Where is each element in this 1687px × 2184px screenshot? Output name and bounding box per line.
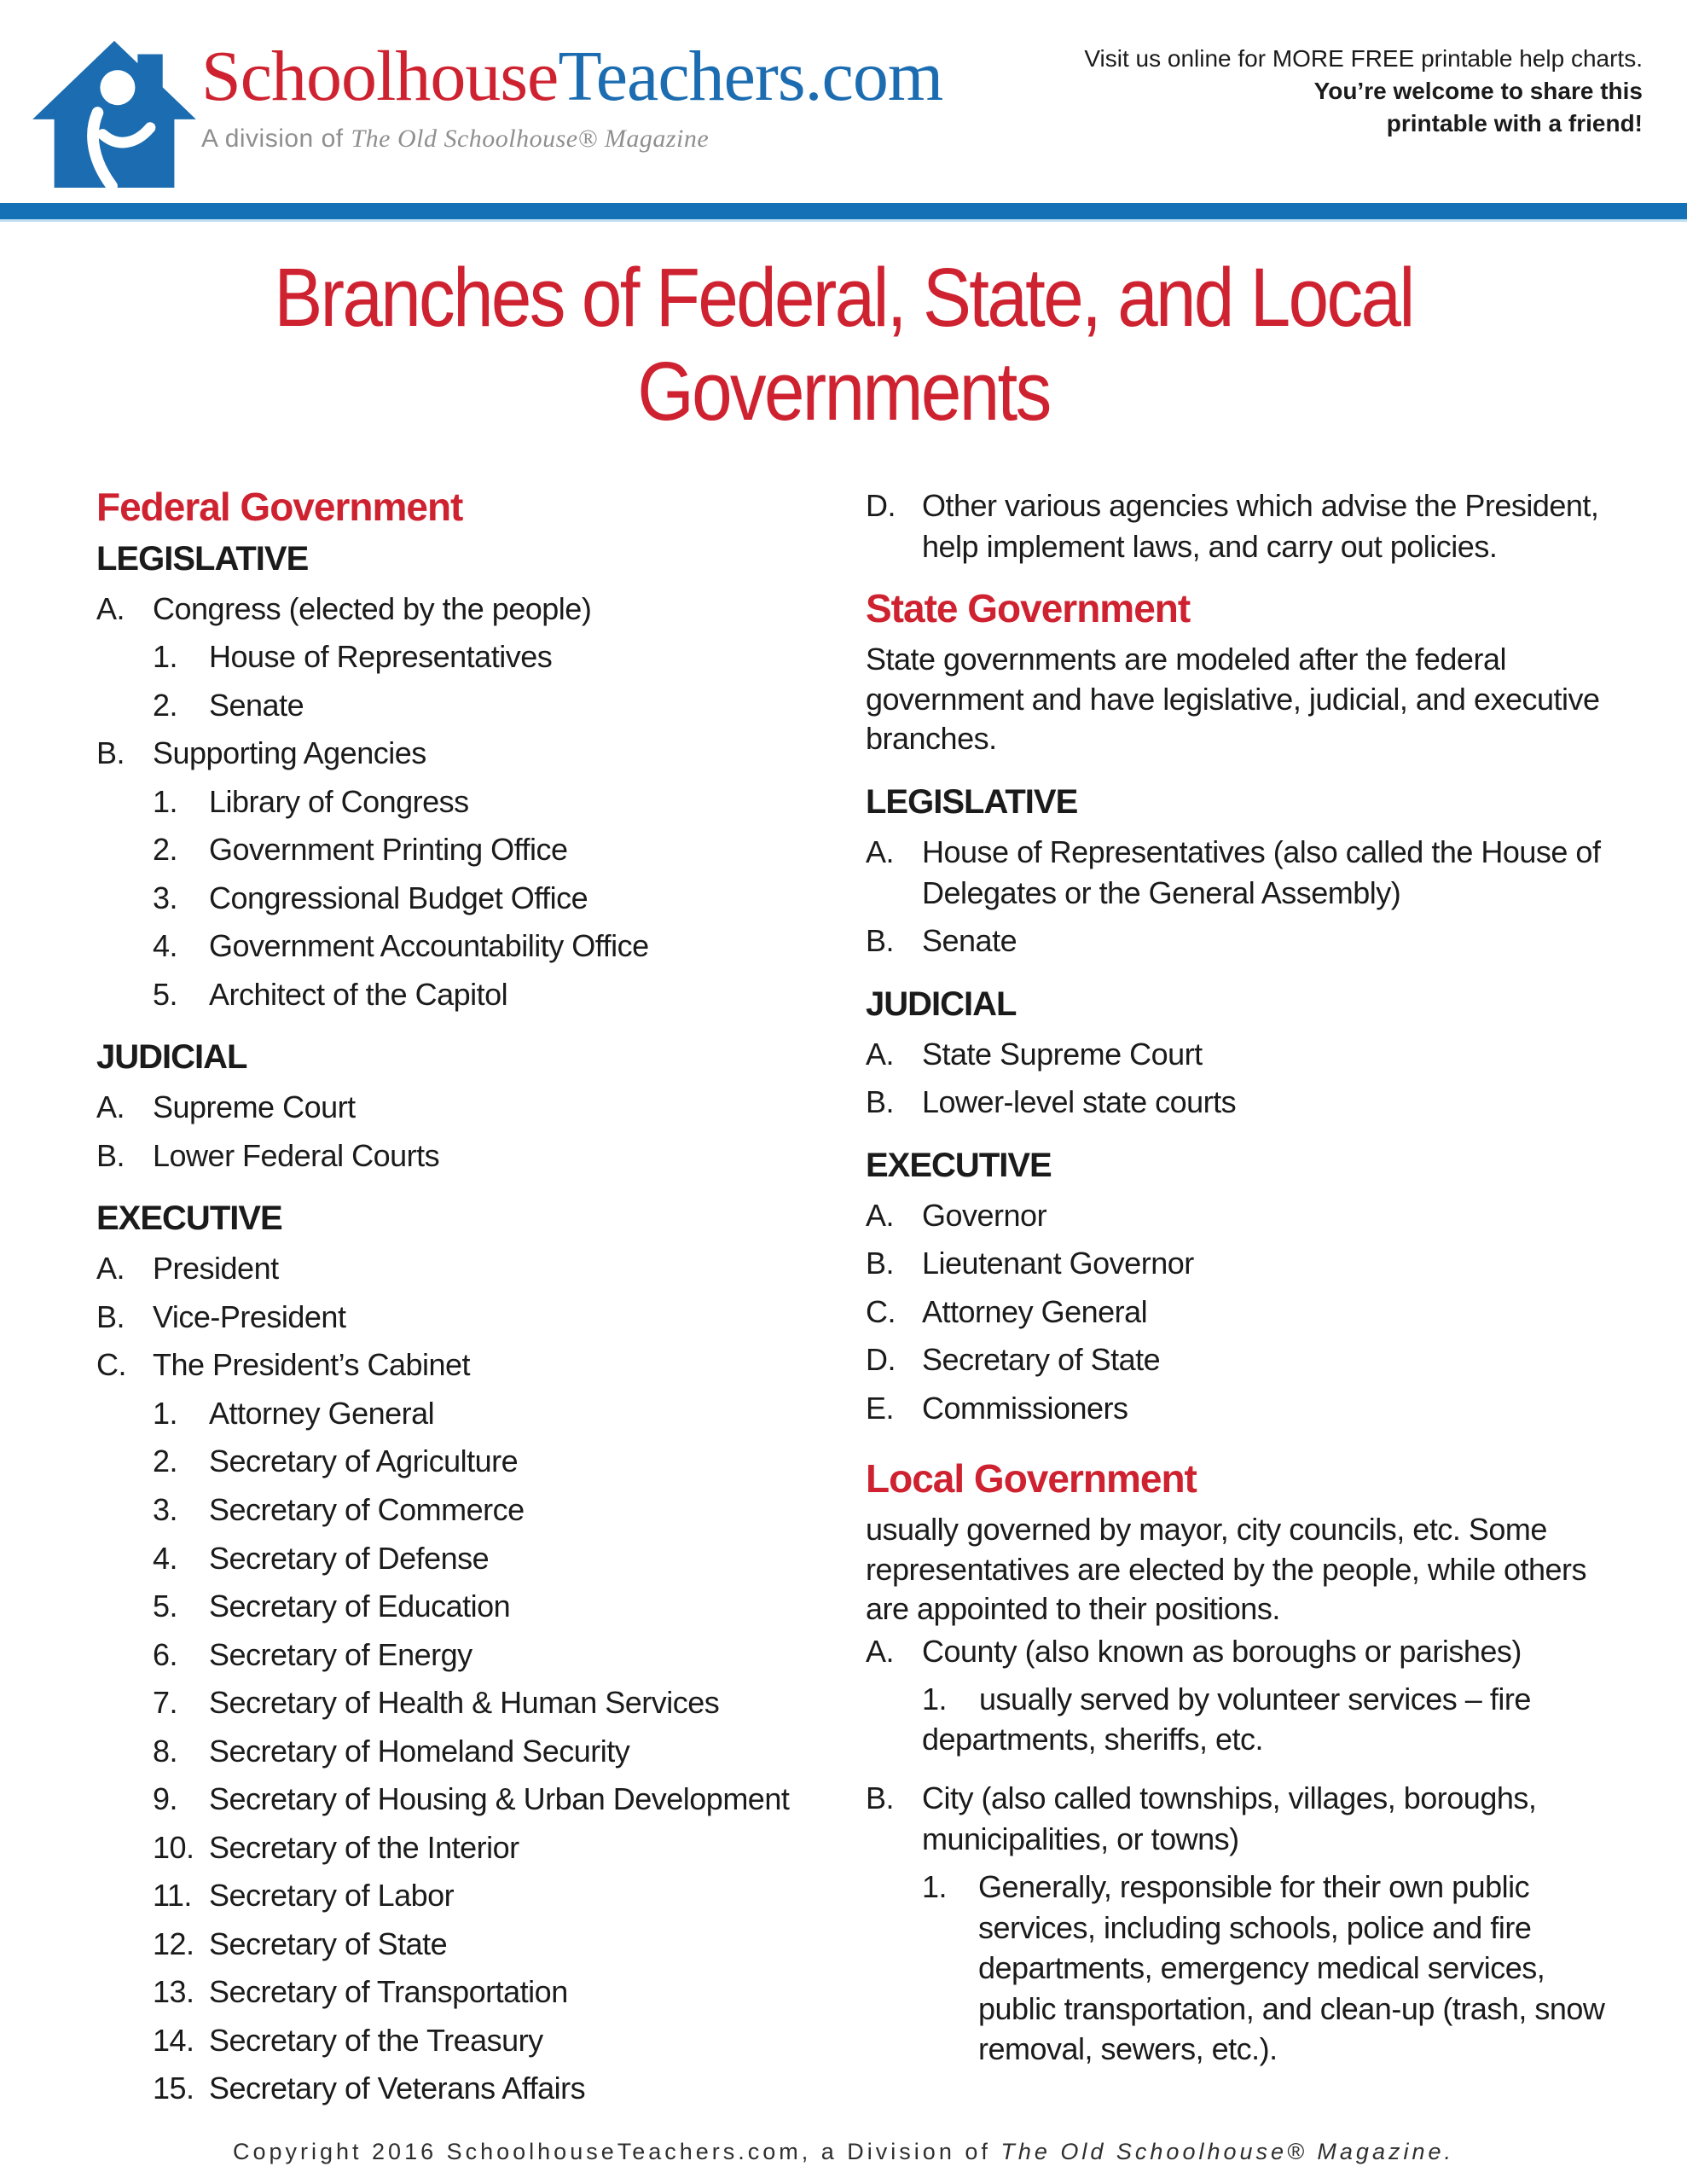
item-text: State Supreme Court: [922, 1036, 1203, 1072]
item-text: Lower-level state courts: [922, 1084, 1237, 1120]
item-text: Lieutenant Governor: [922, 1246, 1194, 1281]
content-columns: [0, 485, 1687, 2116]
list-item: [153, 685, 823, 726]
item-label: A.: [96, 1251, 125, 1287]
promo-line-2: You’re welcome to share this: [1313, 77, 1643, 104]
item-text: Senate: [209, 687, 304, 723]
list-item: [866, 921, 1629, 961]
item-label: 4.: [153, 928, 178, 964]
state-government-intro: State governments are modeled after the federal government and have legislative, judicial, and executive branches.: [866, 641, 1600, 757]
list-item: [153, 1972, 823, 2013]
item-text: Library of Congress: [209, 783, 469, 819]
item-label: A.: [96, 590, 125, 626]
list-item: [922, 1867, 1629, 2070]
page-title-line-2: Governments: [637, 344, 1050, 438]
copyright-magazine: The Old Schoolhouse® Magazine.: [1000, 2139, 1454, 2164]
item-label: 4.: [153, 1540, 178, 1576]
item-label: 1.: [153, 783, 178, 819]
item-text: Secretary of Veterans Affairs: [209, 2071, 586, 2106]
list-item: [153, 926, 823, 967]
item-label: B.: [96, 1137, 125, 1173]
item-label: B.: [866, 1084, 895, 1120]
federal-judicial-heading: JUDICIAL: [96, 1038, 247, 1077]
list-item: [96, 1136, 823, 1176]
state-executive-heading: EXECUTIVE: [866, 1146, 1052, 1184]
item-text: Secretary of Agriculture: [209, 1443, 519, 1479]
item-label: D.: [866, 1342, 896, 1378]
item-text: Congress (elected by the people): [153, 590, 592, 626]
item-label: 12.: [153, 1926, 194, 1961]
page-title-line-1: Branches of Federal, State, and Local: [274, 251, 1413, 344]
logo-text-schoolhouse: Schoolhouse: [201, 37, 559, 116]
page-title: [101, 251, 1586, 438]
item-text: Secretary of Commerce: [209, 1491, 525, 1527]
item-label: 3.: [153, 880, 178, 915]
item-text: Secretary of Defense: [209, 1540, 490, 1576]
item-label: 3.: [153, 1491, 178, 1527]
logo-text-teachers: Teachers.com: [558, 37, 943, 116]
item-label: D.: [866, 488, 896, 524]
list-item: [153, 1779, 823, 1820]
item-text: Secretary of Housing & Urban Development: [209, 1781, 790, 1817]
item-label: A.: [866, 1634, 895, 1670]
list-item: [153, 2020, 823, 2061]
logo: [201, 37, 943, 154]
item-label: 6.: [153, 1636, 178, 1672]
list-item: [866, 1195, 1629, 1236]
local-government-heading: Local Government: [866, 1456, 1197, 1502]
list-item: [153, 1441, 823, 1482]
list-item: [153, 1635, 823, 1676]
item-text: Secretary of the Interior: [209, 1829, 519, 1865]
item-label: C.: [866, 1293, 896, 1329]
item-text: President: [153, 1251, 279, 1287]
item-label: 2.: [153, 687, 178, 723]
list-item: [866, 1082, 1629, 1123]
item-label: B.: [866, 1780, 895, 1816]
copyright: [0, 2139, 1687, 2165]
item-label: B.: [866, 1246, 895, 1281]
item-text: Attorney General: [922, 1293, 1148, 1329]
item-text: Secretary of the Treasury: [209, 2022, 543, 2058]
item-text: Secretary of Homeland Security: [209, 1733, 630, 1769]
item-text: Secretary of Education: [209, 1589, 511, 1624]
list-item: [866, 1778, 1629, 1859]
list-item: [866, 1292, 1629, 1333]
item-text: Architect of the Capitol: [209, 976, 508, 1012]
list-item: [866, 1339, 1629, 1380]
item-text: Supreme Court: [153, 1089, 356, 1125]
item-label: 9.: [153, 1781, 178, 1817]
item-text: Secretary of Health & Human Services: [209, 1685, 720, 1721]
promo-text: [1084, 43, 1643, 139]
list-item: [153, 1682, 823, 1723]
item-text: House of Representatives (also called the House of Delegates or the General Assembly): [922, 834, 1601, 910]
item-label: 14.: [153, 2022, 194, 2058]
list-item: [153, 1393, 823, 1434]
list-item: [96, 1297, 823, 1338]
item-label: B.: [96, 735, 125, 771]
state-government-heading: State Government: [866, 586, 1191, 631]
item-text: Attorney General: [209, 1395, 435, 1431]
item-label: 13.: [153, 1974, 194, 2010]
state-judicial-heading: JUDICIAL: [866, 985, 1017, 1023]
logo-wordmark: [201, 37, 943, 116]
item-label: 11.: [153, 1878, 192, 1914]
tagline-magazine: The Old Schoolhouse® Magazine: [351, 125, 710, 153]
item-label: C.: [96, 1347, 126, 1383]
list-item: [866, 1243, 1629, 1284]
item-text: Commissioners: [922, 1390, 1128, 1426]
item-text: Secretary of State: [922, 1342, 1161, 1378]
list-item: [866, 832, 1629, 913]
promo-line-1: Visit us online for MORE FREE printable help charts.: [1084, 45, 1643, 72]
item-text: The President’s Cabinet: [153, 1347, 471, 1383]
item-text: Government Printing Office: [209, 832, 568, 868]
list-item: [153, 1924, 823, 1965]
list-item: [96, 733, 823, 774]
item-label: B.: [866, 923, 895, 959]
item-text: Congressional Budget Office: [209, 880, 588, 915]
federal-executive-heading: EXECUTIVE: [96, 1199, 282, 1238]
item-label: 1.: [153, 639, 178, 675]
federal-legislative-heading: LEGISLATIVE: [96, 539, 309, 578]
list-item: [153, 2068, 823, 2109]
list-item: [866, 1631, 1629, 1672]
item-text: Government Accountability Office: [209, 928, 649, 964]
item-label: A.: [96, 1089, 125, 1125]
item-label: 8.: [153, 1733, 178, 1769]
list-item: [153, 1731, 823, 1772]
list-item: [922, 1680, 1629, 1760]
item-label: B.: [96, 1298, 125, 1334]
list-item: [96, 589, 823, 630]
item-label: 1.: [153, 1395, 178, 1431]
item-label: 2.: [153, 1443, 178, 1479]
item-text: County (also known as boroughs or parishes): [922, 1634, 1522, 1670]
list-item: [866, 485, 1629, 566]
item-text: Supporting Agencies: [153, 735, 426, 771]
item-text: City (also called townships, villages, boroughs, municipalities, or towns): [922, 1780, 1537, 1856]
list-item: [153, 974, 823, 1015]
item-label: 1.: [922, 1681, 948, 1716]
state-local-section: [866, 485, 1629, 2116]
item-label: E.: [866, 1390, 895, 1426]
copyright-prefix: Copyright 2016 SchoolhouseTeachers.com, a Division of: [232, 2139, 1001, 2164]
list-item: [153, 636, 823, 677]
promo-line-3: printable with a friend!: [1386, 109, 1643, 136]
item-label: 5.: [153, 1589, 178, 1624]
item-label: 10.: [153, 1829, 194, 1865]
state-legislative-heading: LEGISLATIVE: [866, 783, 1078, 822]
list-item: [866, 1034, 1629, 1075]
schoolhouse-logo-icon: [31, 38, 198, 188]
item-text: Secretary of Energy: [209, 1636, 472, 1672]
item-text: Secretary of Labor: [209, 1878, 455, 1914]
list-item: [153, 1538, 823, 1579]
list-item: [153, 1586, 823, 1627]
federal-government-heading: Federal Government: [96, 485, 463, 530]
item-text: Governor: [922, 1197, 1047, 1233]
list-item: [153, 1827, 823, 1868]
list-item: [96, 1087, 823, 1128]
item-text: Secretary of Transportation: [209, 1974, 568, 2010]
item-text: usually served by volunteer services – fire departments, sheriffs, etc.: [922, 1681, 1531, 1757]
item-label: 1.: [922, 1869, 948, 1905]
divider-bar: [0, 203, 1687, 222]
item-text: House of Representatives: [209, 639, 553, 675]
item-text: Generally, responsible for their own public services, including schools, police and fire departments, emergency medical services, public transportation, and clean-up (trash, snow removal, sewers, etc.).: [978, 1869, 1605, 2067]
logo-tagline: [201, 125, 942, 154]
item-text: Other various agencies which advise the President, help implement laws, and carry out policies.: [922, 488, 1599, 564]
item-label: A.: [866, 1036, 895, 1072]
list-item: [153, 1875, 823, 1916]
federal-government-section: [96, 485, 823, 2116]
list-item: [866, 1388, 1629, 1429]
list-item: [96, 1248, 823, 1289]
item-text: Vice-President: [153, 1298, 346, 1334]
list-item: [153, 1490, 823, 1531]
tagline-prefix: A division of: [201, 125, 351, 153]
local-government-intro: usually governed by mayor, city councils, etc. Some representatives are elected by the people, while others are appointed to their positions.: [866, 1511, 1587, 1627]
list-item: [153, 781, 823, 822]
item-label: A.: [866, 834, 895, 870]
item-label: A.: [866, 1197, 895, 1233]
item-text: Lower Federal Courts: [153, 1137, 440, 1173]
item-label: 7.: [153, 1685, 178, 1721]
item-label: 5.: [153, 976, 178, 1012]
item-label: 15.: [153, 2071, 194, 2106]
list-item: [96, 1345, 823, 1385]
header: [0, 0, 1687, 203]
item-label: 2.: [153, 832, 178, 868]
list-item: [153, 829, 823, 870]
item-text: Secretary of State: [209, 1926, 448, 1961]
item-text: Senate: [922, 923, 1017, 959]
list-item: [153, 878, 823, 919]
